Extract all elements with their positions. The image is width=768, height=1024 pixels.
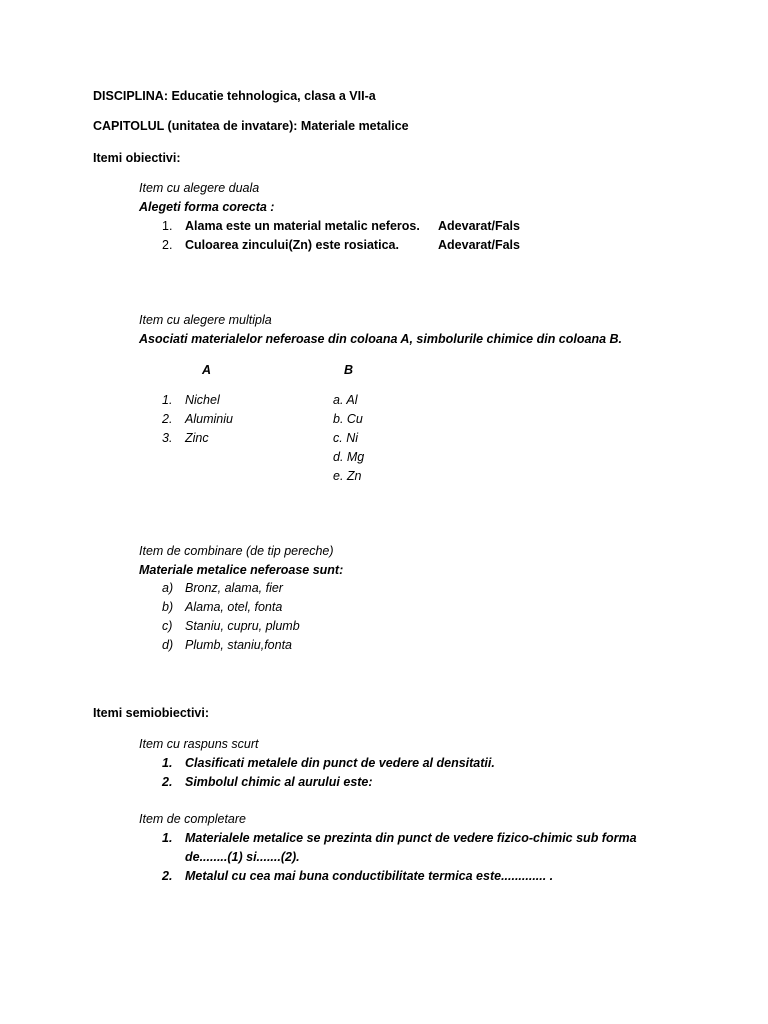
column-a-item: [162, 430, 209, 446]
column-a-item: [162, 392, 220, 408]
completion-item-type: Item de completare: [139, 812, 246, 826]
dual-choice-instruction: Alegeti forma corecta :: [139, 200, 275, 214]
chapter-line: CAPITOLUL (unitatea de invatare): Materiale metalice: [93, 119, 409, 133]
completion-item-continuation: de........(1) si.......(2).: [185, 850, 300, 864]
dual-choice-item: [162, 237, 399, 253]
item-text: Zinc: [185, 431, 209, 445]
item-text: Aluminiu: [185, 412, 233, 426]
dual-choice-item: [162, 218, 420, 234]
column-a-header: A: [202, 363, 212, 377]
dual-choice-type: Item cu alegere duala: [139, 181, 260, 195]
multiple-choice-type: Item cu alegere multipla: [139, 313, 272, 327]
pairs-option: [162, 599, 282, 615]
dual-choice-answer: Adevarat/Fals: [438, 238, 520, 252]
pairs-option: [162, 580, 283, 596]
item-number: 1.: [162, 219, 173, 233]
pairs-option: [162, 618, 300, 634]
option-label: a): [162, 581, 174, 595]
item-number: 1.: [162, 831, 173, 845]
completion-item: [162, 830, 637, 846]
column-b-item: d. Mg: [333, 450, 365, 464]
completion-item: [162, 868, 553, 884]
item-text: Alama este un material metalic neferos.: [185, 219, 420, 233]
column-b-item: c. Ni: [333, 431, 358, 445]
option-text: Staniu, cupru, plumb: [185, 619, 300, 633]
short-answer-item: [162, 755, 495, 771]
item-number: 1.: [162, 756, 173, 770]
dual-choice-answer: Adevarat/Fals: [438, 219, 520, 233]
item-text: Nichel: [185, 393, 220, 407]
item-number: 2.: [162, 412, 173, 426]
item-text: Culoarea zincului(Zn) este rosiatica.: [185, 238, 399, 252]
item-text: Clasificati metalele din punct de vedere al densitatii.: [185, 756, 495, 770]
option-label: d): [162, 638, 174, 652]
column-b-item: e. Zn: [333, 469, 362, 483]
pairs-item-type: Item de combinare (de tip pereche): [139, 544, 334, 558]
pairs-item-instruction: Materiale metalice neferoase sunt:: [139, 563, 344, 577]
item-number: 2.: [162, 238, 173, 252]
multiple-choice-instruction: Asociati materialelor neferoase din coloana A, simbolurile chimice din coloana B.: [139, 332, 623, 346]
item-text: Materialele metalice se prezinta din punct de vedere fizico-chimic sub forma: [185, 831, 637, 845]
short-answer-type: Item cu raspuns scurt: [139, 737, 259, 751]
option-label: c): [162, 619, 173, 633]
option-text: Alama, otel, fonta: [185, 600, 283, 614]
item-number: 1.: [162, 393, 173, 407]
column-b-item: b. Cu: [333, 412, 363, 426]
column-b-item: a. Al: [333, 393, 358, 407]
short-answer-item: [162, 774, 373, 790]
item-number: 2.: [162, 869, 173, 883]
option-label: b): [162, 600, 174, 614]
item-number: 3.: [162, 431, 173, 445]
objective-heading: Itemi obiectivi:: [93, 151, 181, 165]
discipline-line: DISCIPLINA: Educatie tehnologica, clasa a VII-a: [93, 89, 376, 103]
item-number: 2.: [162, 775, 173, 789]
pairs-option: [162, 637, 292, 653]
option-text: Bronz, alama, fier: [185, 581, 283, 595]
item-text: Simbolul chimic al aurului este:: [185, 775, 373, 789]
option-text: Plumb, staniu,fonta: [185, 638, 293, 652]
semiobjective-heading: Itemi semiobiectivi:: [93, 706, 210, 720]
column-b-header: B: [344, 363, 354, 377]
item-text: Metalul cu cea mai buna conductibilitate termica este............. .: [185, 869, 554, 883]
column-a-item: [162, 411, 233, 427]
